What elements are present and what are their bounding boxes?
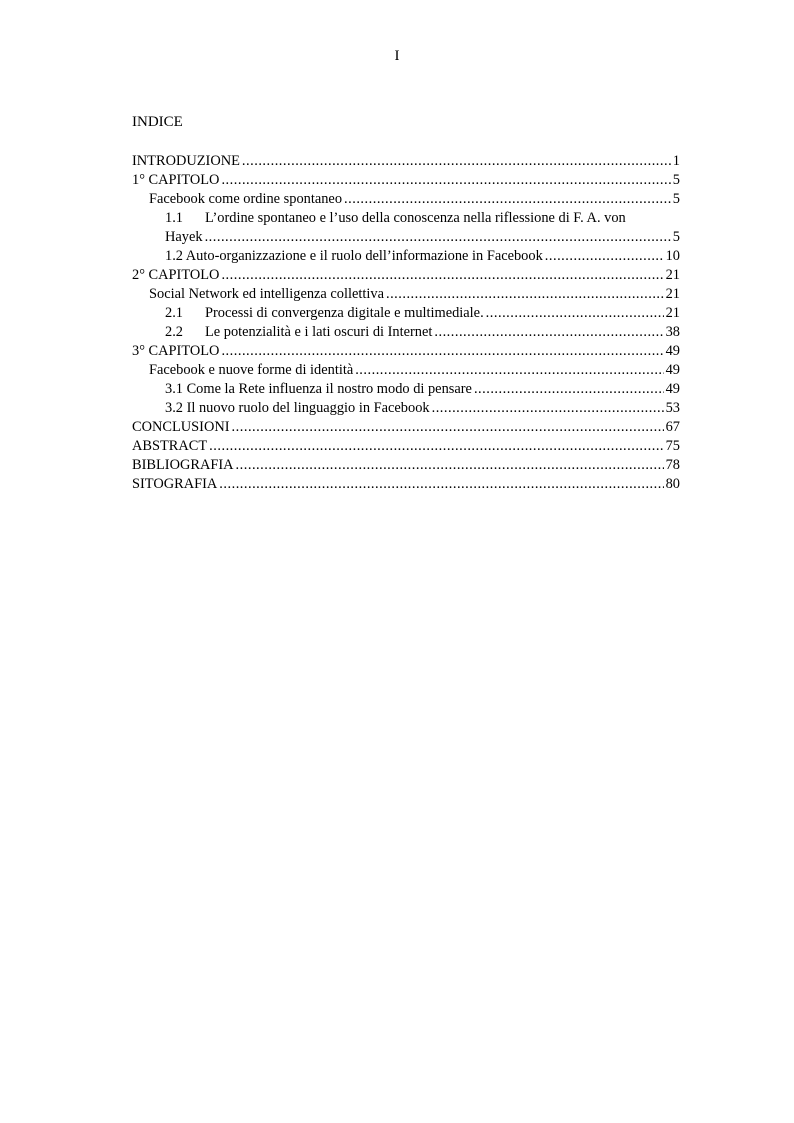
toc-entry-text: 3° CAPITOLO: [132, 343, 220, 359]
toc-entry-abstract[interactable]: [132, 437, 680, 456]
toc-entry-sitografia[interactable]: [132, 475, 680, 494]
toc-entry-section[interactable]: [132, 285, 680, 304]
toc-entry-page: 49: [665, 343, 680, 359]
toc-entry-text: 1.2 Auto-organizzazione e il ruolo dell’informazione in Facebook: [165, 248, 543, 264]
dot-leader: [221, 171, 670, 190]
dot-leader: [344, 190, 671, 209]
toc-entry-introduzione[interactable]: [132, 152, 680, 171]
toc-entry-text-continued: Hayek: [165, 229, 203, 245]
toc-entry-page: 5: [672, 191, 680, 207]
toc-entry-text: CONCLUSIONI: [132, 419, 230, 435]
toc-entry-text: 1° CAPITOLO: [132, 172, 220, 188]
dot-leader: [219, 475, 663, 494]
toc-entry-page: 5: [672, 229, 680, 245]
toc-entry-page: 78: [665, 457, 680, 473]
toc-entry-subsection-2-2[interactable]: [132, 323, 680, 342]
toc-entry-text: INTRODUZIONE: [132, 153, 240, 169]
toc-entry-subsection-2-1[interactable]: [132, 304, 680, 323]
toc-entry-subsection-1-2[interactable]: [132, 247, 680, 266]
dot-leader: [355, 361, 663, 380]
dot-leader: [432, 399, 664, 418]
toc-entry-text: Facebook e nuove forme di identità: [149, 362, 354, 378]
toc-entry-page: 49: [665, 381, 680, 397]
toc-entry-page: 21: [665, 286, 680, 302]
toc-entry-text: Facebook come ordine spontaneo: [149, 191, 343, 207]
dot-leader: [486, 304, 664, 323]
toc-entry-page: 75: [665, 438, 680, 454]
toc-entry-page: 49: [665, 362, 680, 378]
dot-leader: [205, 228, 671, 247]
toc-entry-page: 67: [665, 419, 680, 435]
toc-entry-text: Le potenzialità e i lati oscuri di Internet: [205, 324, 433, 340]
toc-entry-page: 10: [665, 248, 680, 264]
toc-entry-page: 38: [665, 324, 680, 340]
dot-leader: [236, 456, 664, 475]
page-number: I: [394, 48, 400, 64]
toc-entry-chapter-3[interactable]: [132, 342, 680, 361]
toc-entry-text: 3.2 Il nuovo ruolo del linguaggio in Facebook: [165, 400, 430, 416]
toc-entry-page: 53: [665, 400, 680, 416]
toc-entry-text: ABSTRACT: [132, 438, 208, 454]
dot-leader: [386, 285, 664, 304]
toc-entry-number: 2.2: [165, 324, 183, 340]
toc-entry-subsection-3-1[interactable]: [132, 380, 680, 399]
dot-leader: [434, 323, 663, 342]
toc-title: INDICE: [132, 114, 183, 130]
table-of-contents: [132, 152, 680, 494]
toc-entry-text: L’ordine spontaneo e l’uso della conoscenza nella riflessione di F. A. von: [205, 210, 626, 226]
toc-entry-page: 5: [672, 172, 680, 188]
toc-entry-text: 3.1 Come la Rete influenza il nostro modo di pensare: [165, 381, 472, 397]
dot-leader: [545, 247, 664, 266]
toc-entry-page: 80: [665, 476, 680, 492]
toc-entry-number: 1.1: [165, 210, 183, 226]
toc-entry-subsection-3-2[interactable]: [132, 399, 680, 418]
dot-leader: [209, 437, 663, 456]
toc-entry-page: 1: [672, 153, 680, 169]
toc-entry-conclusioni[interactable]: [132, 418, 680, 437]
toc-entry-text: BIBLIOGRAFIA: [132, 457, 234, 473]
toc-entry-text: Processi di convergenza digitale e multimediale.: [205, 305, 484, 321]
dot-leader: [232, 418, 664, 437]
toc-entry-chapter-2[interactable]: [132, 266, 680, 285]
toc-entry-section[interactable]: [132, 190, 680, 209]
toc-entry-text: SITOGRAFIA: [132, 476, 218, 492]
toc-entry-page: 21: [665, 267, 680, 283]
toc-entry-text: Social Network ed intelligenza collettiva: [149, 286, 384, 302]
dot-leader: [474, 380, 664, 399]
toc-entry-text: 2° CAPITOLO: [132, 267, 220, 283]
toc-entry-subsection-1-1[interactable]: [132, 209, 680, 247]
dot-leader: [221, 342, 663, 361]
dot-leader: [242, 152, 671, 171]
toc-entry-section[interactable]: [132, 361, 680, 380]
toc-entry-number: 2.1: [165, 305, 183, 321]
toc-entry-bibliografia[interactable]: [132, 456, 680, 475]
dot-leader: [221, 266, 663, 285]
toc-entry-page: 21: [665, 305, 680, 321]
toc-entry-chapter-1[interactable]: [132, 171, 680, 190]
